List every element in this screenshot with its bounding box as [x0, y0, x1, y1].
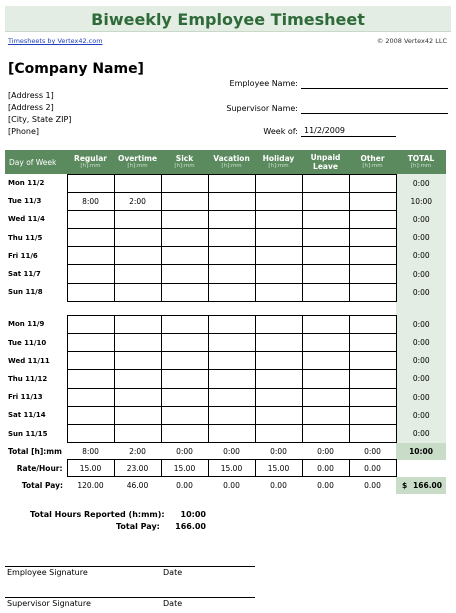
hours-cell[interactable] — [161, 210, 208, 228]
col-header-5 — [255, 150, 302, 174]
hours-cell[interactable] — [208, 352, 255, 370]
hours-cell[interactable] — [114, 283, 161, 301]
column-total: 0:00 — [302, 443, 349, 460]
day-label: Wed 11/11 — [8, 356, 50, 365]
day-label: Tue 11/3 — [8, 197, 42, 206]
week-of-label: Week of: — [263, 127, 298, 136]
hours-cell[interactable] — [255, 265, 302, 283]
col-header-unit: [h]:mm — [410, 163, 432, 169]
hours-cell[interactable] — [67, 247, 114, 265]
hours-cell[interactable] — [161, 265, 208, 283]
grand-total-pay — [396, 477, 446, 494]
table-row — [5, 247, 446, 265]
hours-cell[interactable] — [161, 424, 208, 442]
hours-cell[interactable] — [208, 424, 255, 442]
hours-cell[interactable] — [302, 424, 349, 442]
hours-cell[interactable]: 2:00 — [114, 192, 161, 210]
hours-cell[interactable] — [349, 174, 396, 192]
col-header-7 — [349, 150, 396, 174]
hours-cell[interactable] — [208, 283, 255, 301]
hours-cell[interactable] — [67, 174, 114, 192]
hours-cell[interactable] — [349, 315, 396, 333]
hours-cell[interactable]: 8:00 — [67, 192, 114, 210]
col-header-8 — [396, 150, 446, 174]
hours-cell[interactable] — [161, 388, 208, 406]
table-header-row — [5, 150, 446, 174]
summary-total-pay-value: 166.00 — [175, 522, 206, 531]
col-header-6 — [302, 150, 349, 174]
hours-cell[interactable] — [349, 334, 396, 352]
day-label: Sat 11/7 — [8, 270, 41, 279]
hours-cell[interactable] — [114, 370, 161, 388]
hours-cell[interactable] — [208, 388, 255, 406]
col-header-label: Day of Week — [9, 157, 57, 167]
week-of-value: 11/2/2009 — [304, 126, 346, 135]
hours-cell[interactable] — [349, 352, 396, 370]
supervisor-name-field[interactable] — [301, 103, 448, 114]
hours-cell[interactable] — [208, 174, 255, 192]
row-total: 0:00 — [396, 352, 446, 370]
table-row — [5, 265, 446, 283]
hours-cell[interactable] — [114, 406, 161, 424]
hours-cell[interactable] — [349, 388, 396, 406]
hours-cell[interactable] — [349, 229, 396, 247]
hours-cell[interactable] — [255, 388, 302, 406]
hours-cell[interactable] — [114, 315, 161, 333]
day-label: Thu 11/12 — [8, 374, 48, 383]
hours-cell[interactable] — [161, 229, 208, 247]
column-total: 2:00 — [114, 443, 161, 460]
hours-cell[interactable] — [114, 174, 161, 192]
address-line-2[interactable]: [Address 2] — [8, 103, 54, 112]
day-label: Fri 11/13 — [8, 393, 43, 402]
hours-cell[interactable] — [114, 424, 161, 442]
total-hours-value: 10:00 — [180, 510, 206, 519]
table-row — [5, 406, 446, 424]
column-total: 0:00 — [161, 443, 208, 460]
table-row — [5, 334, 446, 352]
row-total: 0:00 — [396, 388, 446, 406]
row-total: 0:00 — [396, 247, 446, 265]
hours-cell[interactable] — [161, 315, 208, 333]
employee-signature-line[interactable] — [5, 566, 255, 567]
hours-cell[interactable] — [161, 247, 208, 265]
rate-cell[interactable]: 15.00 — [208, 460, 255, 477]
supervisor-name-label: Supervisor Name: — [226, 104, 298, 113]
col-header-label: Holiday — [262, 153, 295, 163]
week-of-field[interactable] — [301, 126, 396, 137]
supervisor-date-label: Date — [163, 599, 183, 608]
hours-cell[interactable] — [349, 247, 396, 265]
pay-cell: 46.00 — [126, 480, 149, 490]
col-header-unit: [h]:mm — [80, 162, 101, 169]
hours-cell[interactable] — [161, 406, 208, 424]
table-row — [5, 229, 446, 247]
spacer-cell — [67, 301, 114, 315]
summary-total-pay-label: Total Pay: — [116, 522, 160, 531]
hours-cell[interactable] — [208, 334, 255, 352]
title-bar — [5, 6, 451, 32]
col-header-label: TOTAL — [407, 154, 435, 163]
hours-cell[interactable] — [161, 192, 208, 210]
hours-cell[interactable] — [255, 352, 302, 370]
hours-cell[interactable] — [255, 334, 302, 352]
hours-cell[interactable] — [255, 210, 302, 228]
hours-cell[interactable] — [114, 388, 161, 406]
spacer-cell — [5, 301, 67, 315]
hours-cell[interactable] — [302, 334, 349, 352]
day-label: Wed 11/4 — [8, 215, 45, 224]
day-label: Fri 11/6 — [8, 251, 38, 260]
col-header-unit: [h]:mm — [174, 162, 195, 169]
day-label: Sun 11/15 — [8, 429, 48, 438]
hours-cell[interactable] — [161, 370, 208, 388]
hours-cell[interactable] — [255, 315, 302, 333]
col-header-3 — [161, 150, 208, 174]
hours-cell[interactable] — [302, 352, 349, 370]
hours-cell[interactable] — [161, 283, 208, 301]
hours-cell[interactable] — [67, 315, 114, 333]
employee-signature-label: Employee Signature — [7, 568, 88, 577]
hours-cell[interactable] — [208, 315, 255, 333]
day-label: Mon 11/9 — [8, 320, 45, 329]
pay-cell: 0.00 — [223, 480, 240, 490]
hours-cell[interactable] — [255, 406, 302, 424]
pay-cell: 0.00 — [176, 480, 193, 490]
rate-spacer — [396, 460, 446, 477]
hours-cell[interactable] — [255, 174, 302, 192]
day-label: Sun 11/8 — [8, 288, 43, 297]
rate-cell[interactable]: 15.00 — [67, 460, 114, 477]
column-total: 0:00 — [349, 443, 396, 460]
spacer-cell — [208, 301, 255, 315]
hours-cell[interactable] — [349, 370, 396, 388]
hours-cell[interactable] — [114, 210, 161, 228]
hours-cell[interactable] — [255, 192, 302, 210]
hours-cell[interactable] — [255, 370, 302, 388]
col-header-unit: [h]:mm — [127, 162, 148, 169]
city-state-zip[interactable]: [City, State ZIP] — [8, 115, 72, 124]
timesheet-table — [5, 150, 446, 494]
hours-cell[interactable] — [114, 334, 161, 352]
col-header-unit: [h]:mm — [221, 162, 242, 169]
row-total: 0:00 — [396, 210, 446, 228]
company-name[interactable]: [Company Name] — [8, 61, 144, 77]
total-hours-label: Total Hours Reported (h:mm): — [30, 510, 165, 519]
spacer-cell — [396, 301, 446, 315]
hours-cell[interactable] — [302, 192, 349, 210]
hours-cell[interactable] — [208, 370, 255, 388]
grand-total-pay-value: 166.00 — [413, 480, 442, 490]
row-total: 0:00 — [396, 406, 446, 424]
hours-cell[interactable] — [161, 334, 208, 352]
hours-cell[interactable] — [349, 210, 396, 228]
spacer-cell — [161, 301, 208, 315]
col-header-label: Unpaid Leave — [310, 152, 341, 171]
copyright-text: © 2008 Vertex42 LLC — [376, 37, 447, 45]
row-total: 0:00 — [396, 424, 446, 442]
col-header-label: Vacation — [213, 153, 250, 163]
row-total: 0:00 — [396, 174, 446, 192]
table-row — [5, 174, 446, 192]
spacer-cell — [349, 301, 396, 315]
col-header-label: Overtime — [117, 153, 158, 163]
hours-cell[interactable] — [349, 406, 396, 424]
hours-cell[interactable] — [302, 283, 349, 301]
hours-cell[interactable] — [114, 229, 161, 247]
row-total: 0:00 — [396, 370, 446, 388]
table-row — [5, 192, 446, 210]
rate-row — [5, 460, 446, 477]
hours-cell[interactable] — [349, 265, 396, 283]
col-header-label: Other — [360, 153, 385, 163]
row-total: 10:00 — [396, 192, 446, 210]
hours-cell[interactable] — [302, 265, 349, 283]
table-row — [5, 388, 446, 406]
col-header-unit: [h]:mm — [362, 162, 383, 169]
hours-cell[interactable] — [349, 283, 396, 301]
pay-cell: 0.00 — [270, 480, 287, 490]
pay-label: Total Pay: — [21, 480, 63, 490]
hours-cell[interactable] — [255, 229, 302, 247]
col-header-2 — [114, 150, 161, 174]
hours-cell[interactable] — [67, 283, 114, 301]
spacer-cell — [255, 301, 302, 315]
table-row — [5, 424, 446, 442]
vertex42-link[interactable]: Timesheets by Vertex42.com — [8, 37, 103, 45]
row-total: 0:00 — [396, 265, 446, 283]
pay-cell: 0.00 — [364, 480, 381, 490]
hours-cell[interactable] — [302, 247, 349, 265]
rate-label: Rate/Hour: — [16, 463, 63, 473]
currency-symbol: $ — [402, 480, 408, 490]
hours-cell[interactable] — [67, 388, 114, 406]
page-title: Biweekly Employee Timesheet — [91, 10, 365, 29]
supervisor-signature-line[interactable] — [5, 597, 255, 598]
hours-cell[interactable] — [302, 370, 349, 388]
hours-cell[interactable] — [208, 192, 255, 210]
hours-cell[interactable] — [302, 315, 349, 333]
table-row — [5, 352, 446, 370]
hours-cell[interactable] — [302, 210, 349, 228]
hours-cell[interactable] — [67, 210, 114, 228]
hours-cell[interactable] — [208, 406, 255, 424]
hours-cell[interactable] — [208, 210, 255, 228]
col-header-4 — [208, 150, 255, 174]
spacer-cell — [114, 301, 161, 315]
hours-cell[interactable] — [302, 174, 349, 192]
col-header-label: Regular — [74, 153, 107, 163]
hours-cell[interactable] — [161, 174, 208, 192]
hours-cell[interactable] — [302, 229, 349, 247]
day-label: Mon 11/2 — [8, 179, 45, 188]
grand-total-hours: 10:00 — [396, 443, 446, 460]
hours-cell[interactable] — [302, 388, 349, 406]
hours-cell[interactable] — [67, 229, 114, 247]
hours-cell[interactable] — [208, 247, 255, 265]
pay-row — [5, 477, 446, 494]
row-total: 0:00 — [396, 315, 446, 333]
table-row — [5, 210, 446, 228]
row-total: 0:00 — [396, 229, 446, 247]
column-total: 0:00 — [208, 443, 255, 460]
hours-cell[interactable] — [349, 424, 396, 442]
hours-cell[interactable] — [255, 424, 302, 442]
hours-cell[interactable] — [114, 247, 161, 265]
hours-cell[interactable] — [67, 424, 114, 442]
spacer-cell — [302, 301, 349, 315]
row-total: 0:00 — [396, 334, 446, 352]
table-row — [5, 315, 446, 333]
hours-cell[interactable] — [114, 352, 161, 370]
hours-cell[interactable] — [67, 265, 114, 283]
rate-cell[interactable]: 15.00 — [161, 460, 208, 477]
col-header-0 — [5, 150, 67, 174]
col-header-1 — [67, 150, 114, 174]
day-label: Sat 11/14 — [8, 411, 46, 420]
hours-cell[interactable] — [67, 334, 114, 352]
pay-cell: 0.00 — [317, 480, 334, 490]
hours-cell[interactable] — [302, 406, 349, 424]
hours-cell[interactable] — [114, 265, 161, 283]
supervisor-signature-label: Supervisor Signature — [7, 599, 91, 608]
hours-cell[interactable] — [255, 247, 302, 265]
rate-cell[interactable]: 0.00 — [349, 460, 396, 477]
hours-cell[interactable] — [67, 406, 114, 424]
table-row — [5, 370, 446, 388]
phone[interactable]: [Phone] — [8, 127, 40, 136]
week-separator — [5, 301, 446, 315]
hours-cell[interactable] — [349, 192, 396, 210]
hours-cell[interactable] — [67, 352, 114, 370]
employee-name-field[interactable] — [301, 78, 448, 89]
column-total: 0:00 — [255, 443, 302, 460]
day-label: Thu 11/5 — [8, 233, 43, 242]
address-line-1[interactable]: [Address 1] — [8, 91, 54, 100]
hours-cell[interactable] — [208, 229, 255, 247]
hours-cell[interactable] — [255, 283, 302, 301]
hours-cell[interactable] — [208, 265, 255, 283]
employee-date-label: Date — [163, 568, 183, 577]
totals-label: Total [h]:mm — [8, 446, 62, 456]
table-row — [5, 283, 446, 301]
rate-cell[interactable]: 15.00 — [255, 460, 302, 477]
hours-cell[interactable] — [67, 370, 114, 388]
col-header-label: Sick — [175, 153, 194, 163]
col-header-unit: [h]:mm — [268, 162, 289, 169]
hours-cell[interactable] — [161, 352, 208, 370]
employee-name-label: Employee Name: — [229, 79, 298, 88]
totals-row — [5, 443, 446, 460]
row-total: 0:00 — [396, 283, 446, 301]
column-total: 8:00 — [67, 443, 114, 460]
day-label: Tue 11/10 — [8, 338, 47, 347]
rate-cell[interactable]: 23.00 — [114, 460, 161, 477]
pay-cell: 120.00 — [77, 480, 104, 490]
rate-cell[interactable]: 0.00 — [302, 460, 349, 477]
